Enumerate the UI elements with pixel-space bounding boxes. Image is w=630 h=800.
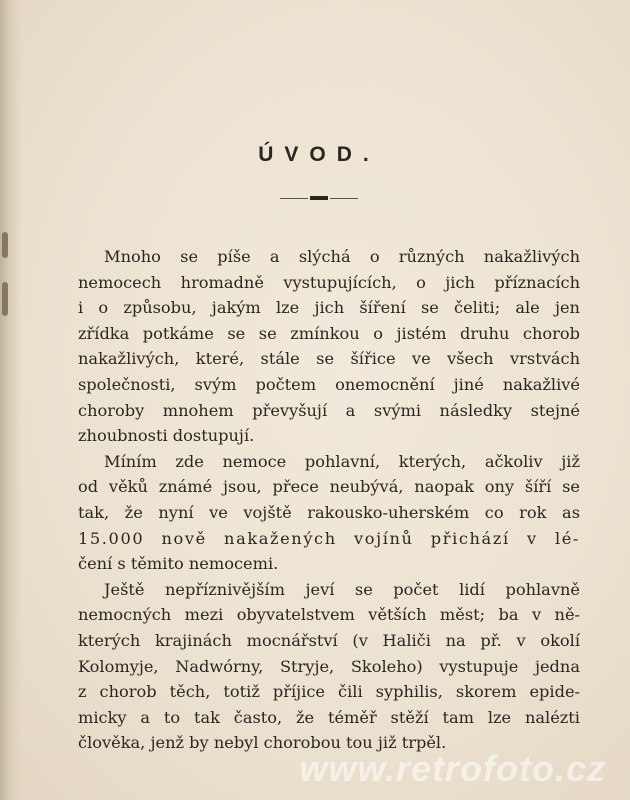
text-line: zřídka potkáme se se zmínkou o jistém druhu chorob (78, 323, 580, 343)
paragraph-2 (78, 449, 580, 577)
text-line: tak, že nyní ve vojště rakousko-uherském co rok as (78, 502, 580, 522)
ornament-line-right (330, 198, 358, 199)
ornament-bar (310, 196, 328, 200)
text-line: choroby mnohem převyšují a svými následky stejné (78, 400, 580, 420)
text-line: kterých krajinách mocnářství (v Haliči na př. v okolí (78, 630, 580, 650)
text-line: společnosti, svým počtem onemocnění jiné nakažlivé (78, 374, 580, 394)
text-line: čení s těmito nemocemi. (78, 554, 279, 574)
binding-shadow (0, 0, 22, 800)
heading-ornament (280, 196, 358, 202)
paragraph-1 (78, 244, 580, 449)
text-line: nemocech hromadně vystupujících, o jich příznacích (78, 272, 580, 292)
text-line: z chorob těch, totiž příjice čili syphilis, skorem epide- (78, 682, 580, 702)
paragraph-3 (78, 577, 580, 756)
text-line: od věků známé jsou, přece neubývá, naopak ony šíří se (78, 477, 580, 497)
text-line: člověka, jenž by nebyl chorobou tou již trpěl. (78, 733, 447, 753)
text-line: Kolomyje, Nadwórny, Stryje, Skoleho) vystupuje jedna (78, 656, 580, 676)
text-line: micky a to tak často, že téměř stěží tam lze nalézti (78, 707, 580, 727)
text-line: Mnoho se píše a slýchá o různých nakažlivých (104, 247, 580, 266)
chapter-heading: ÚVOD. (258, 143, 380, 166)
text-line: zhoubnosti dostupují. (78, 426, 255, 446)
text-line: Ještě nepříznivějším jeví se počet lidí pohlavně (104, 579, 580, 599)
text-line: Míním zde nemoce pohlavní, kterých, ačkoliv již (104, 451, 580, 471)
ornament-line-left (280, 198, 308, 199)
binding-thread (2, 232, 8, 258)
body-text (78, 244, 580, 756)
text-line: nakažlivých, které, stále se šířice ve všech vrstvách (78, 349, 580, 369)
binding-thread (2, 282, 8, 316)
text-line: nemocných mezi obyvatelstvem větších měst; ba v ně- (78, 605, 580, 625)
watermark: www.retrofoto.cz (299, 748, 606, 789)
text-line: i o způsobu, jakým lze jich šíření se čeliti; ale jen (78, 298, 580, 318)
text-line: 15.000 nově nakažených vojínů přichází v lé- (78, 528, 580, 548)
